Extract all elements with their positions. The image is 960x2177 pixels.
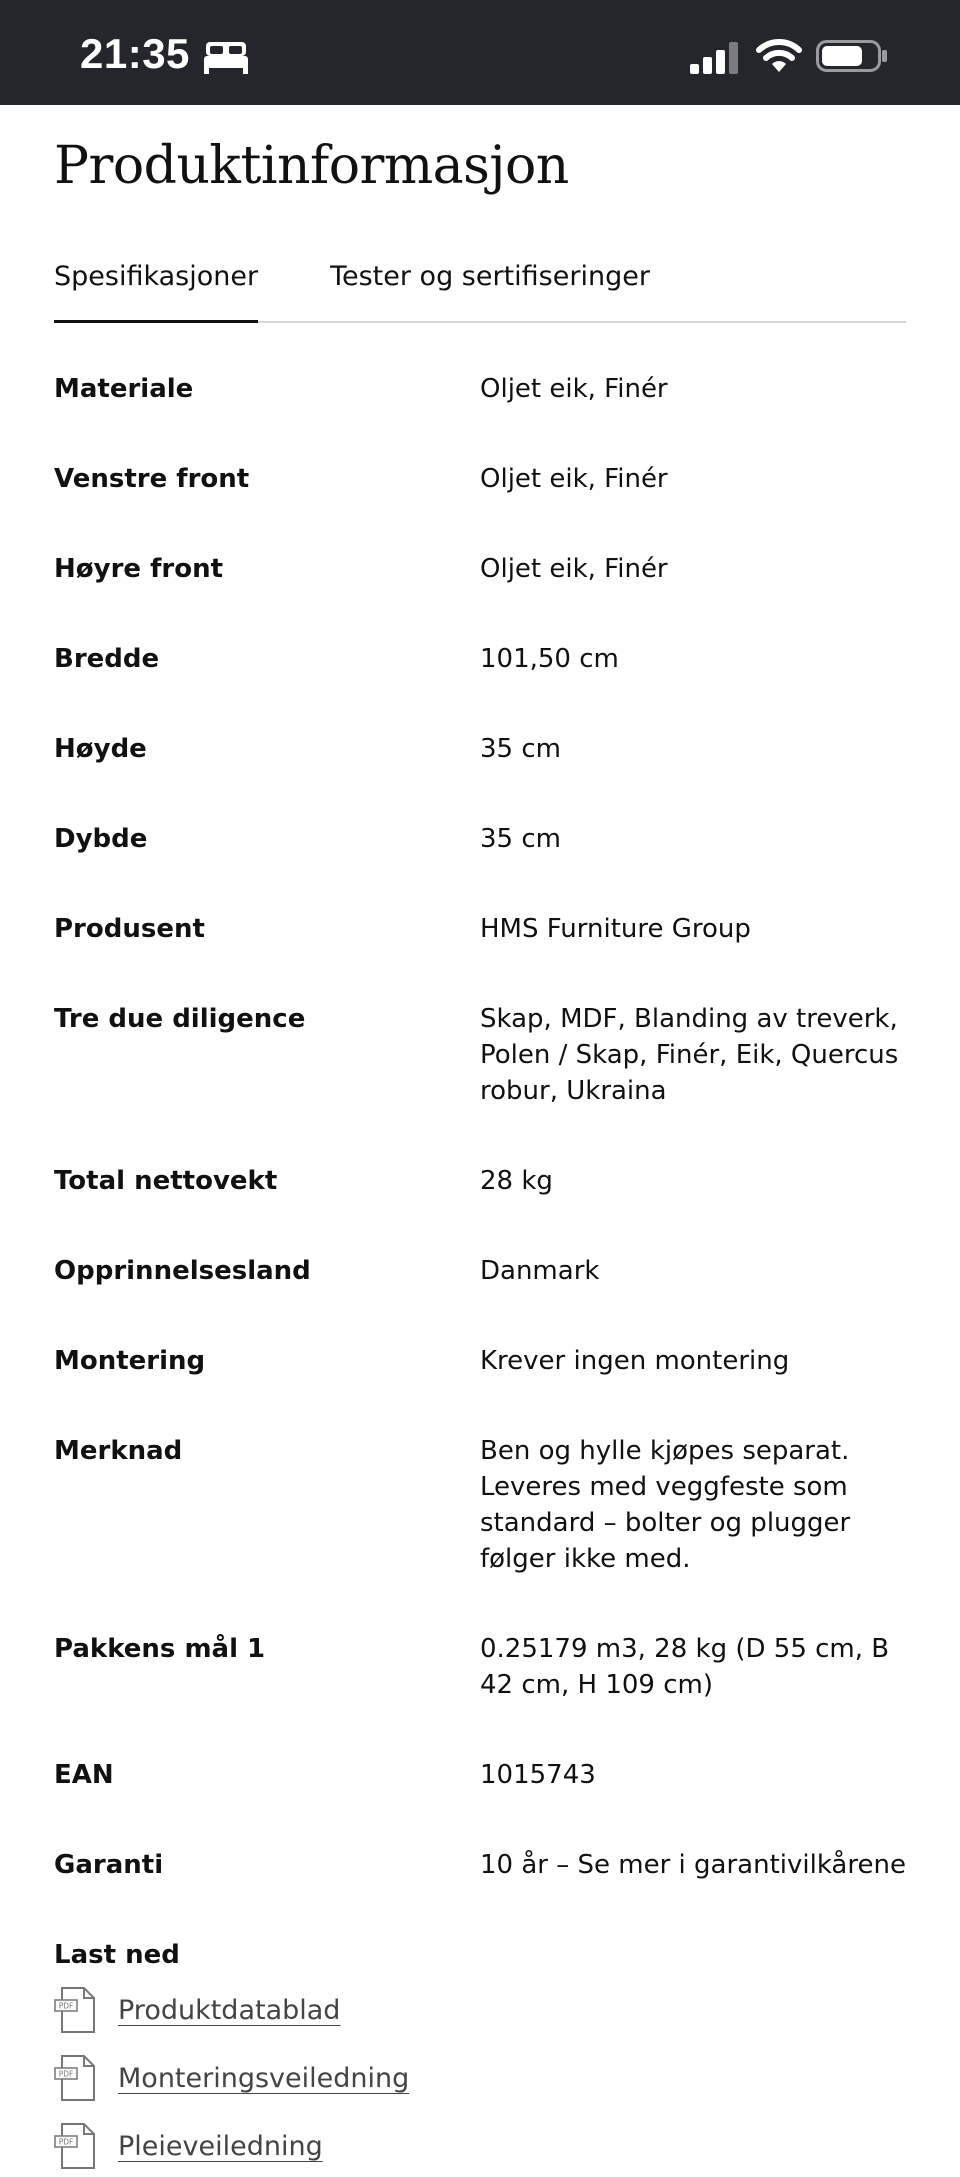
- pdf-icon: [54, 2054, 100, 2102]
- tab-spesifikasjoner[interactable]: Spesifikasjoner: [54, 255, 258, 321]
- pdf-badge: PDF: [58, 2001, 74, 2011]
- spec-value: 0.25179 m3, 28 kg (D 55 cm, B 42 cm, H 109 cm): [480, 1634, 890, 1700]
- spec-row-produsent: [54, 897, 906, 987]
- spec-row-garanti: [54, 1833, 906, 1923]
- signal-icon: [690, 42, 740, 74]
- download-link[interactable]: Produktdatablad: [118, 1994, 341, 2026]
- spec-row-hoyde: [54, 717, 906, 807]
- spec-label: Produsent: [54, 914, 205, 944]
- tab-tester-og-sertifiseringer[interactable]: Tester og sertifiseringer: [330, 261, 650, 292]
- battery-icon: [816, 40, 888, 72]
- pdf-badge: PDF: [58, 2137, 74, 2147]
- spec-value: Oljet eik, Finér: [480, 464, 668, 494]
- downloads-title: Last ned: [54, 1940, 180, 1970]
- spec-value: Oljet eik, Finér: [480, 374, 668, 404]
- spec-value: Ben og hylle kjøpes separat. Leveres med veggfeste som standard – bolter og plugger følger ikke med.: [480, 1436, 851, 1574]
- product-info-page: [0, 105, 960, 2177]
- spec-label: Tre due diligence: [54, 1004, 306, 1034]
- spec-value: 35 cm: [480, 734, 561, 764]
- spec-row-opprinnelsesland: [54, 1239, 906, 1329]
- download-produktdatablad[interactable]: [54, 1979, 906, 2041]
- spec-label: Total nettovekt: [54, 1166, 278, 1196]
- spec-value: HMS Furniture Group: [480, 914, 751, 944]
- spec-value: Krever ingen montering: [480, 1346, 790, 1376]
- spec-row-total-nettovekt: [54, 1149, 906, 1239]
- spec-row-venstre-front: [54, 447, 906, 537]
- spec-row-pakkens-mal: [54, 1617, 906, 1743]
- status-time: 21:35: [80, 30, 190, 77]
- spec-label: Montering: [54, 1346, 206, 1376]
- status-bar: [0, 0, 960, 105]
- wifi-icon: [756, 38, 802, 74]
- spec-label: Bredde: [54, 644, 160, 674]
- spec-row-merknad: [54, 1419, 906, 1617]
- spec-value: 35 cm: [480, 824, 561, 854]
- pdf-icon: [54, 1986, 100, 2034]
- spec-value[interactable]: 10 år – Se mer i garantivilkårene: [480, 1850, 906, 1880]
- pdf-badge: PDF: [58, 2069, 74, 2079]
- spec-label: Høyde: [54, 734, 147, 764]
- spec-label: Venstre front: [54, 464, 250, 494]
- pdf-icon: [54, 2122, 100, 2170]
- download-pleieveiledning[interactable]: [54, 2115, 906, 2177]
- download-monteringsveiledning[interactable]: [54, 2047, 906, 2109]
- spec-value: 101,50 cm: [480, 644, 619, 674]
- spec-value: Skap, MDF, Blanding av treverk, Polen / Skap, Finér, Eik, Quercus robur, Ukraina: [480, 1004, 899, 1106]
- spec-value: 28 kg: [480, 1166, 553, 1196]
- spec-list: [54, 357, 906, 1923]
- spec-row-bredde: [54, 627, 906, 717]
- spec-value: Oljet eik, Finér: [480, 554, 668, 584]
- spec-label: Pakkens mål 1: [54, 1634, 266, 1664]
- spec-row-montering: [54, 1329, 906, 1419]
- download-link[interactable]: Pleieveiledning: [118, 2130, 323, 2162]
- spec-value: Danmark: [480, 1256, 600, 1286]
- spec-row-dybde: [54, 807, 906, 897]
- spec-label: Høyre front: [54, 554, 224, 584]
- spec-row-ean: [54, 1743, 906, 1833]
- spec-row-tre-due-diligence: [54, 987, 906, 1149]
- spec-label: Dybde: [54, 824, 148, 854]
- bed-icon: [204, 40, 248, 74]
- spec-label: Merknad: [54, 1436, 183, 1466]
- spec-label: Opprinnelsesland: [54, 1256, 311, 1286]
- spec-label: Garanti: [54, 1850, 164, 1880]
- spec-label: EAN: [54, 1760, 114, 1790]
- downloads-section: [54, 1923, 906, 2177]
- spec-row-hoyre-front: [54, 537, 906, 627]
- tab-bar: [54, 255, 906, 323]
- spec-value: 1015743: [480, 1760, 596, 1790]
- page-title: Produktinformasjon: [54, 136, 569, 196]
- spec-label: Materiale: [54, 374, 194, 404]
- spec-row-materiale: [54, 357, 906, 447]
- download-link[interactable]: Monteringsveiledning: [118, 2062, 410, 2094]
